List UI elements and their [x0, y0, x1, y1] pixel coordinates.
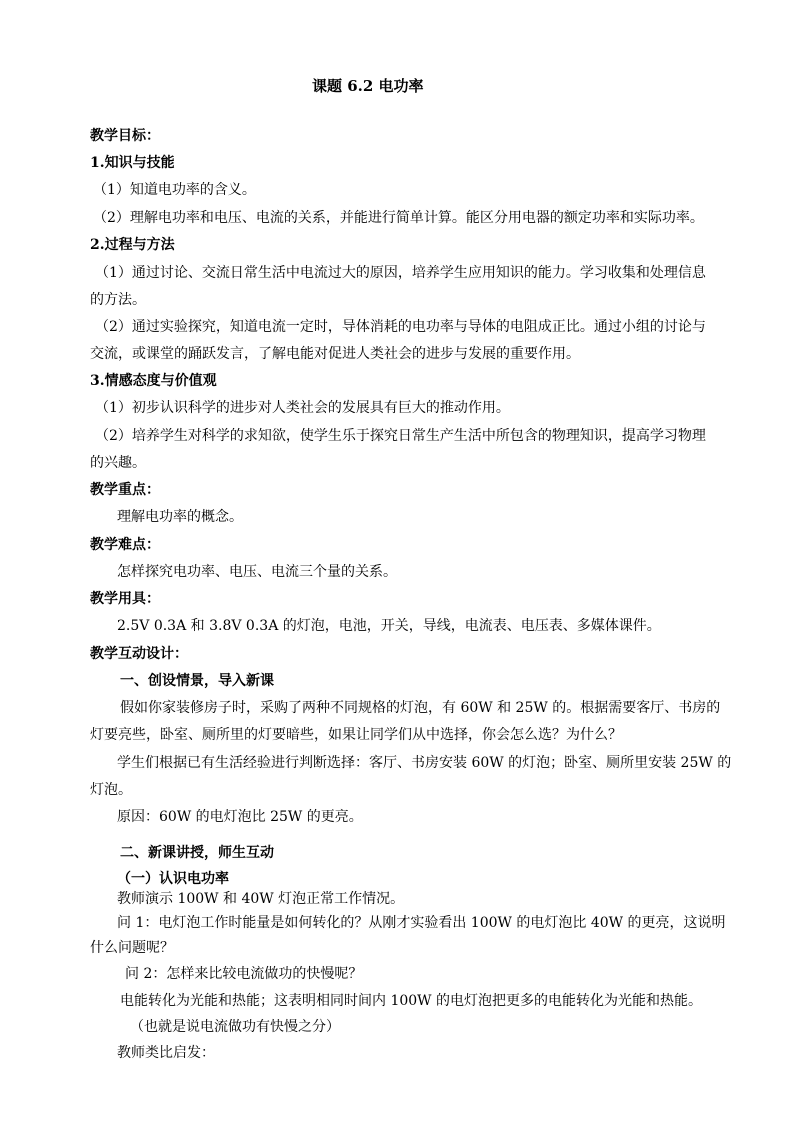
- difficulty-text: 怎样探究电功率、电压、电流三个量的关系。: [117, 564, 397, 580]
- section2-sub1: （一）认识电功率: [117, 871, 229, 887]
- design-heading: 教学互动设计：: [90, 646, 188, 662]
- section2-line3: 什么问题呢？: [90, 940, 174, 956]
- goal2-item1-line2: 的方法。: [90, 292, 146, 308]
- section2-heading: 二、新课讲授，师生互动: [120, 845, 274, 861]
- section1-heading: 一、创设情景，导入新课: [120, 673, 274, 689]
- goal3-item1: （1）初步认识科学的进步对人类社会的发展具有巨大的推动作用。: [95, 400, 510, 416]
- goal3-heading: 3.情感态度与价值观: [90, 373, 217, 389]
- section2-line7: 教师类比启发：: [117, 1045, 215, 1061]
- section2-line6: （也就是说电流做功有快慢之分）: [130, 1019, 340, 1035]
- goal2-heading: 2.过程与方法: [90, 237, 175, 253]
- goal1-heading: 1.知识与技能: [90, 155, 175, 171]
- goal2-item2-line1: （2）通过实验探究，知道电流一定时，导体消耗的电功率与导体的电阻成正比。通过小组的讨论与: [95, 319, 706, 335]
- section1-p2-line2: 灯泡。: [90, 782, 132, 798]
- goal1-item1: （1）知道电功率的含义。: [93, 182, 256, 198]
- goal2-item1-line1: （1）通过讨论、交流日常生活中电流过大的原因，培养学生应用知识的能力。学习收集和处理信息: [95, 265, 706, 281]
- section2-line4: 问 2：怎样来比较电流做功的快慢呢？: [125, 966, 363, 982]
- goal3-item2-line1: （2）培养学生对科学的求知欲，使学生乐于探究日常生产生活中所包含的物理知识，提高学习物理: [95, 428, 706, 444]
- section2-line2: 问 1：电灯泡工作时能量是如何转化的？从刚才实验看出 100W 的电灯泡比 40W 的更亮，这说明: [117, 915, 726, 931]
- section1-p3: 原因：60W 的电灯泡比 25W 的更亮。: [117, 809, 363, 825]
- difficulty-heading: 教学难点：: [90, 537, 160, 553]
- goal1-item2: （2）理解电功率和电压、电流的关系，并能进行简单计算。能区分用电器的额定功率和实际功率。: [93, 210, 704, 226]
- section2-line5: 电能转化为光能和热能；这表明相同时间内 100W 的电灯泡把更多的电能转化为光能和热能。: [120, 993, 703, 1009]
- focus-text: 理解电功率的概念。: [117, 509, 243, 525]
- page-title: 课题 6.2 电功率: [312, 77, 424, 95]
- tools-text: 2.5V 0.3A 和 3.8V 0.3A 的灯泡，电池，开关，导线，电流表、电压表、多媒体课件。: [117, 618, 661, 634]
- section1-p2-line1: 学生们根据已有生活经验进行判断选择：客厅、书房安装 60W 的灯泡；卧室、厕所里安装 25W 的: [117, 755, 732, 771]
- section1-p1-line1: 假如你家装修房子时，采购了两种不同规格的灯泡，有 60W 和 25W 的。根据需要客厅、书房的: [120, 700, 721, 716]
- section1-p1-line2: 灯要亮些，卧室、厕所里的灯要暗些，如果让同学们从中选择，你会怎么选？为什么？: [90, 727, 622, 743]
- tools-heading: 教学用具：: [90, 591, 160, 607]
- focus-heading: 教学重点：: [90, 482, 160, 498]
- goal2-item2-line2: 交流，或课堂的踊跃发言，了解电能对促进人类社会的进步与发展的重要作用。: [90, 346, 580, 362]
- goal3-item2-line2: 的兴趣。: [90, 455, 146, 471]
- section2-line1: 教师演示 100W 和 40W 灯泡正常工作情况。: [117, 891, 405, 907]
- goals-heading: 教学目标：: [90, 128, 160, 144]
